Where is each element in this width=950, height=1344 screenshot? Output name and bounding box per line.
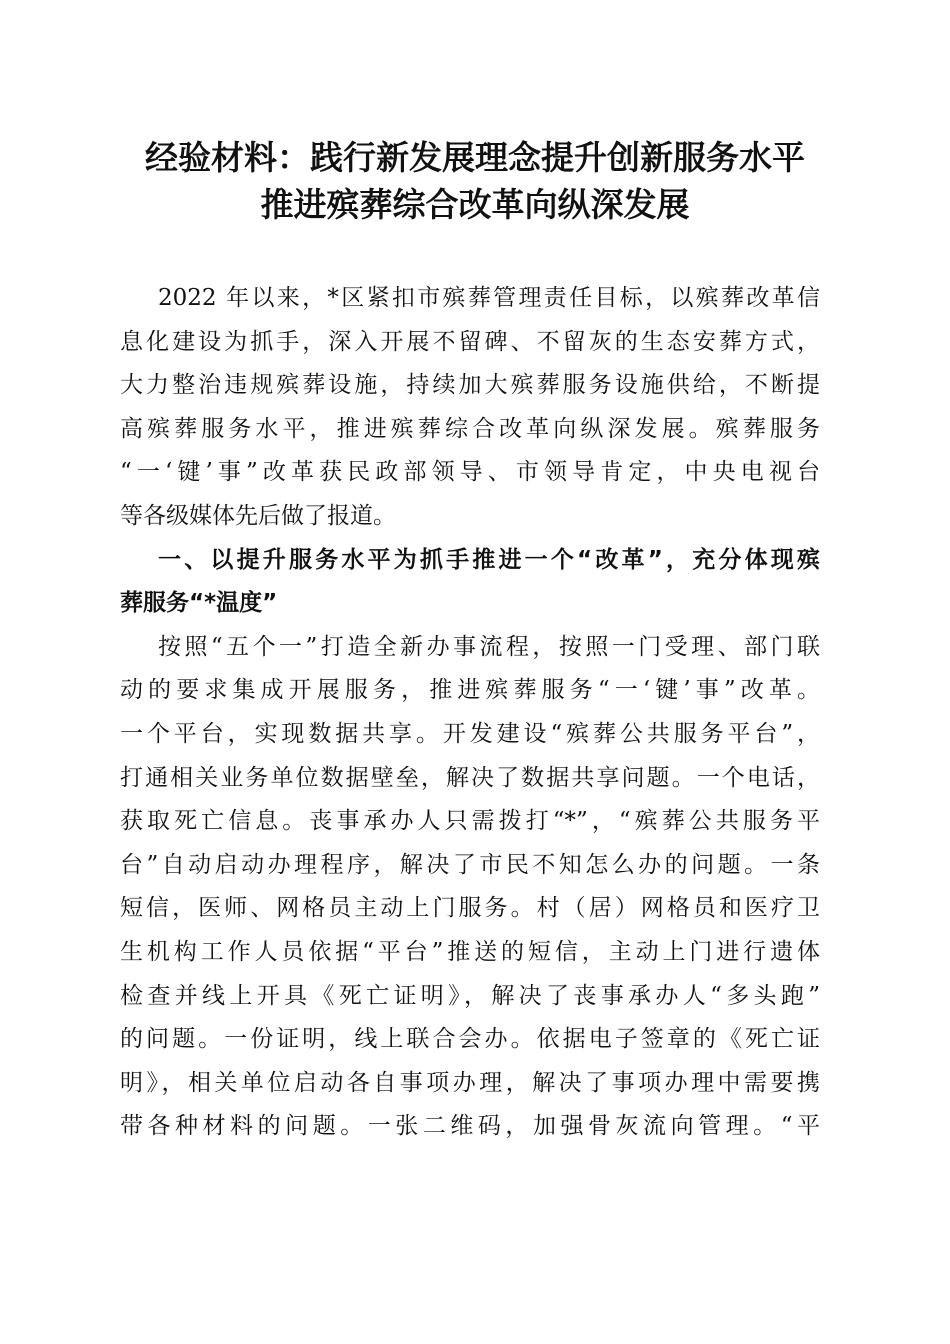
document-title (110, 134, 840, 228)
section-heading-line: 葬服务“*温度” (120, 590, 278, 617)
section-heading-line: 一、以提升服务水平为抓手推进一个“改革”，充分体现殡 (158, 546, 820, 573)
paragraph-line: 息化建设为抓手，深入开展不留碑、不留灰的生态安葬方式， (120, 328, 820, 355)
paragraph-line: 短信，医师、网格员主动上门服务。村（居）网格员和医疗卫 (120, 895, 820, 922)
paragraph-line: 大力整治违规殡葬设施，持续加大殡葬服务设施供给，不断提 (120, 372, 820, 399)
paragraph-line: 获取死亡信息。丧事承办人只需拨打“*”，“殡葬公共服务平 (120, 808, 820, 835)
paragraph-line: 按照“五个一”打造全新办事流程，按照一门受理、部门联 (158, 633, 820, 660)
paragraph-line: 2022 年以来，*区紧扣市殡葬管理责任目标，以殡葬改革信 (158, 285, 820, 311)
paragraph-line: 一个平台，实现数据共享。开发建设“殡葬公共服务平台”， (120, 720, 820, 747)
paragraph-line: 检查并线上开具《死亡证明》，解决了丧事承办人“多头跑” (120, 982, 820, 1009)
paragraph-line: 打通相关业务单位数据壁垒，解决了数据共享问题。一个电话， (120, 764, 820, 791)
title-line: 推进殡葬综合改革向纵深发展 (260, 185, 690, 224)
paragraph-line: “一‘键’事”改革获民政部领导、市领导肯定，中央电视台 (120, 459, 820, 486)
paragraph-line: 高殡葬服务水平，推进殡葬综合改革向纵深发展。殡葬服务 (120, 415, 820, 442)
paragraph-line: 等各级媒体先后做了报道。 (120, 502, 396, 529)
paragraph-line: 明》，相关单位启动各自事项办理，解决了事项办理中需要携 (120, 1069, 820, 1096)
paragraph-line: 生机构工作人员依据“平台”推送的短信，主动上门进行遗体 (120, 938, 820, 965)
document-body (120, 277, 820, 1149)
paragraph-line: 动的要求集成开展服务，推进殡葬服务“一‘键’事”改革。 (120, 677, 820, 704)
paragraph-line: 的问题。一份证明，线上联合会办。依据电子签章的《死亡证 (120, 1026, 820, 1053)
paragraph-line: 台”自动启动办理程序，解决了市民不知怎么办的问题。一条 (120, 851, 820, 878)
title-line: 经验材料：践行新发展理念提升创新服务水平 (145, 138, 805, 177)
paragraph-line: 带各种材料的问题。一张二维码，加强骨灰流向管理。“平 (120, 1113, 820, 1140)
